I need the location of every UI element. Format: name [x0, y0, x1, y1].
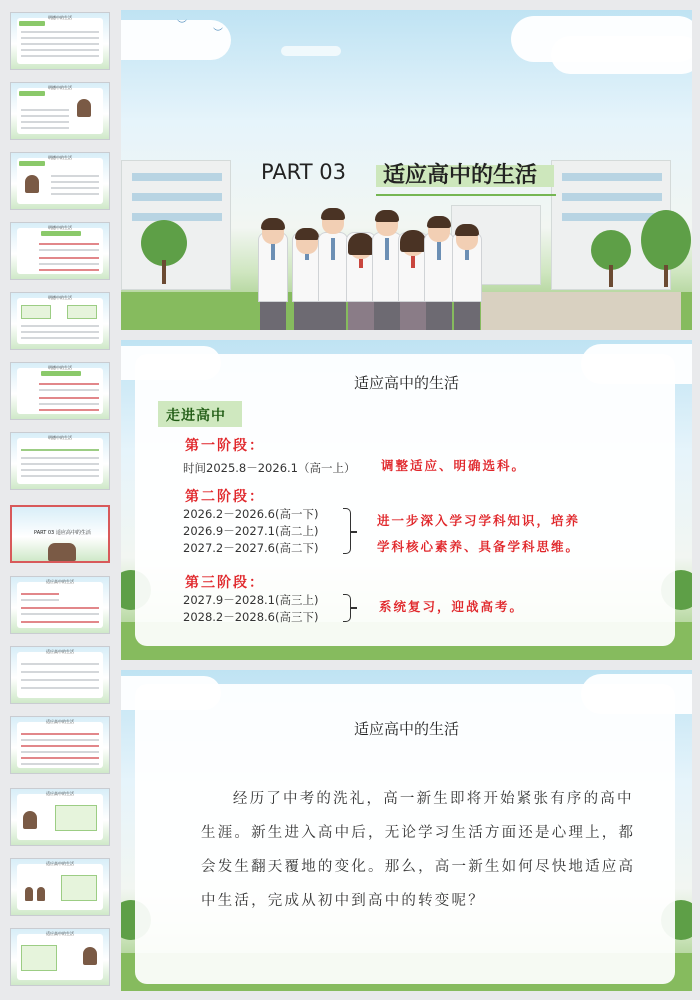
- stage-3-dates: [183, 592, 318, 626]
- slide-thumbnail-14[interactable]: [10, 928, 110, 986]
- slide-thumbnail-rail: [0, 0, 118, 1000]
- tree: [641, 210, 691, 270]
- thumbnail-title: 适应高中的生活: [46, 931, 74, 936]
- part-number: PART 03: [261, 160, 346, 184]
- stage-3-note: 系统复习，迎战高考。: [379, 599, 525, 614]
- thumbnail-title: 适应高中的生活: [46, 579, 74, 584]
- stage-1-note: 调整适应、明确选科。: [381, 458, 527, 473]
- stage-2-note: 进一步深入学习学科知识，培养 学科核心素养、具备学科思维。: [377, 513, 581, 554]
- bird-icon: ︶: [213, 28, 223, 39]
- slide-thumbnail-9[interactable]: [10, 576, 110, 634]
- slide-thumbnail-1[interactable]: [10, 12, 110, 70]
- slide-entering-high-school[interactable]: [121, 340, 692, 660]
- section-title: 适应高中的生活: [383, 163, 538, 188]
- slide-title: 适应高中的生活: [353, 720, 459, 738]
- slide-title: 适应高中的生活: [353, 374, 459, 392]
- slide-thumbnail-8-selected[interactable]: [10, 505, 110, 563]
- slide-thumbnail-11[interactable]: [10, 716, 110, 774]
- slide-thumbnail-5[interactable]: [10, 292, 110, 350]
- slide-thumbnail-6[interactable]: [10, 362, 110, 420]
- thumbnail-title: 明德中的生活: [48, 85, 72, 90]
- body-paragraph: 经历了中考的洗礼，高一新生即将开始紧张有序的高中生涯。新生进入高中后，无论学习生活方面还是心理上，都会发生翻天覆地的变化。那么，高一新生如何尽快地适应高中生活，完成从初中到高中的转变呢？: [201, 791, 636, 909]
- thumbnail-title: 明德中的生活: [48, 435, 72, 440]
- date-range: 2026.9－2027.1(高二上): [183, 524, 319, 538]
- brace: [343, 594, 351, 622]
- thumbnail-title: 明德中的生活: [48, 225, 72, 230]
- date-range: 2028.2－2028.6(高三下): [183, 610, 319, 624]
- slide-thumbnail-7[interactable]: [10, 432, 110, 490]
- date-range: 2027.2－2027.6(高二下): [183, 541, 319, 555]
- stage-1-dates: 时间2025.8－2026.1（高一上）: [183, 461, 356, 475]
- thumbnail-title: 适应高中的生活: [46, 861, 74, 866]
- thumbnail-title: 明德中的生活: [48, 155, 72, 160]
- thumbnail-title: 明德中的生活: [48, 295, 72, 300]
- slide-thumbnail-3[interactable]: [10, 152, 110, 210]
- slide-thumbnail-12[interactable]: [10, 788, 110, 846]
- stage-1-label: 第一阶段：: [185, 438, 265, 454]
- brace: [343, 508, 351, 554]
- bird-icon: ︶: [177, 20, 187, 31]
- date-range: 2027.9－2028.1(高三上): [183, 593, 319, 607]
- thumbnail-title: 适应高中的生活: [46, 719, 74, 724]
- title-underline: [376, 194, 556, 196]
- slide-thumbnail-13[interactable]: [10, 858, 110, 916]
- date-range: 2026.2－2026.6(高一下): [183, 507, 319, 521]
- slide-thumbnail-2[interactable]: [10, 82, 110, 140]
- thumbnail-title: 明德中的生活: [48, 15, 72, 20]
- thumbnail-title: 适应高中的生活: [46, 791, 74, 796]
- slide-thumbnail-10[interactable]: [10, 646, 110, 704]
- section-tag: 走进高中: [158, 401, 242, 427]
- tree: [591, 230, 631, 270]
- stage-2-dates: [183, 506, 318, 557]
- stage-3-label: 第三阶段：: [185, 575, 265, 591]
- stage-2-label: 第二阶段：: [185, 489, 265, 505]
- slide-part03-title[interactable]: [121, 10, 692, 330]
- thumbnail-title: 适应高中的生活: [46, 649, 74, 654]
- students-illustration: [256, 205, 486, 330]
- thumbnail-title: 明德中的生活: [48, 365, 72, 370]
- slide-thumbnail-4[interactable]: [10, 222, 110, 280]
- thumbnail-title: PART 03 适应高中的生活: [34, 530, 91, 536]
- slide-adapting-intro[interactable]: [121, 670, 692, 991]
